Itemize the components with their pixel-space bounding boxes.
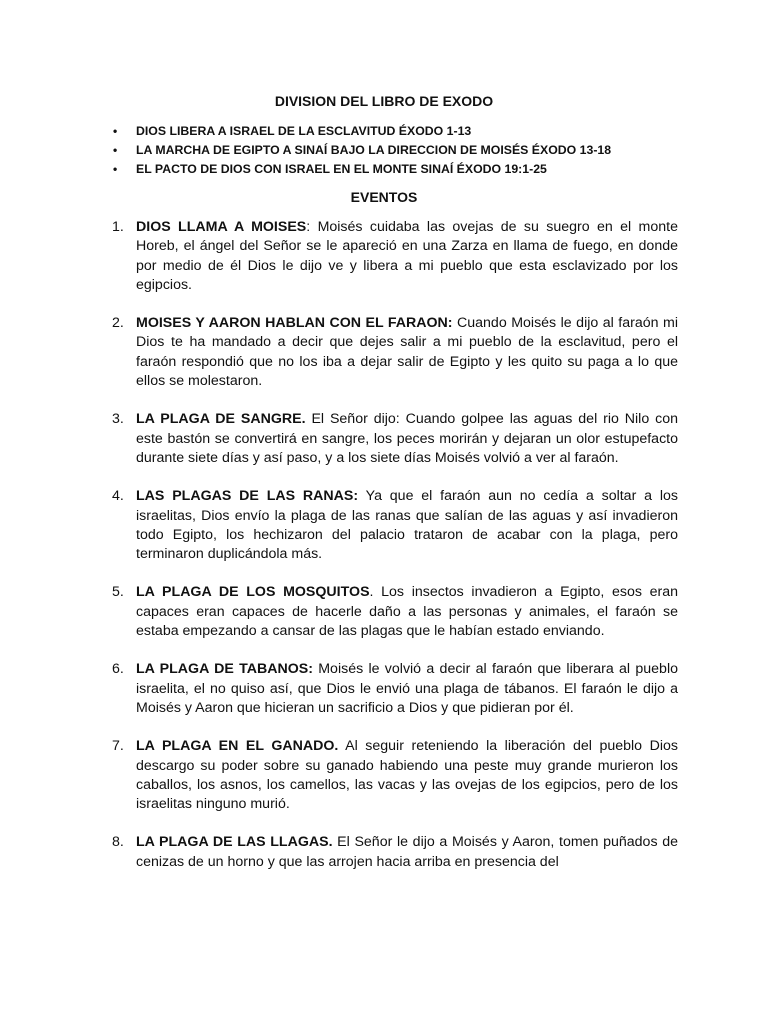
- event-item: [112, 487, 678, 564]
- event-text: . Los insectos invadieron a Egipto, esos eran capaces eran capaces de hacerle daño a las personas y animales, el faraón se estaba empezando a cansar de las plagas que le habían estado enviando.: [136, 584, 678, 640]
- division-item-text: LA MARCHA DE EGIPTO A SINAÍ BAJO LA DIRECCION DE MOISÉS ÉXODO 13-18: [136, 143, 612, 157]
- event-number: 4.: [112, 488, 124, 505]
- event-text: Moisés le volvió a decir al faraón que liberara al pueblo israelita, el no quiso así, que Dios le envió una plaga de tábanos. El faraón le dijo a Moisés y Aaron que hicieran un sacrificio a Dios y que pidieran por él.: [136, 661, 678, 716]
- event-heading: LA PLAGA EN EL GANADO.: [136, 738, 339, 755]
- section-heading: EVENTOS: [350, 189, 418, 205]
- event-item: [112, 583, 678, 641]
- event-number: 6.: [112, 661, 124, 678]
- event-item: [112, 218, 678, 295]
- bullet-icon: •: [113, 162, 118, 176]
- event-heading: DIOS LLAMA A MOISES: [136, 219, 307, 235]
- event-item: [112, 737, 678, 814]
- bullet-icon: •: [113, 143, 118, 157]
- event-text: Ya que el faraón aun no cedía a soltar a los israelitas, Dios envío la plaga de las ranas que salían de las aguas y así invadieron todo Egipto, los hechizaron del palacio trataron de acabar con la plaga, pero terminaron duplicándola más.: [136, 488, 678, 563]
- event-heading: LA PLAGA DE SANGRE.: [136, 411, 306, 428]
- events-list: [112, 218, 678, 891]
- event-text: El Señor dijo: Cuando golpee las aguas del rio Nilo con este bastón se convertirá en sangre, los peces morirán y dejaran un olor estupefacto durante siete días y así paso, y a los siete días Moisés volvió a ver al faraón.: [136, 411, 678, 466]
- event-item: [112, 410, 678, 468]
- event-number: 5.: [112, 584, 124, 601]
- bullet-icon: •: [113, 124, 118, 138]
- event-heading: MOISES Y AARON HABLAN CON EL FARAON:: [136, 315, 453, 332]
- event-number: 2.: [112, 315, 124, 332]
- event-heading: LA PLAGA DE LAS LLAGAS.: [136, 834, 333, 851]
- event-heading: LAS PLAGAS DE LAS RANAS:: [136, 488, 359, 505]
- event-number: 8.: [112, 834, 124, 851]
- event-item: [112, 660, 678, 718]
- event-text: Cuando Moisés le dijo al faraón mi Dios te ha mandado a decir que dejes salir a mi pueblo de la esclavitud, pero el faraón respondió que no los iba a dejar salir de Egipto y les quito su paga a lo que ellos se molestaron.: [136, 315, 678, 390]
- event-text: Al seguir reteniendo la liberación del pueblo Dios descargo su poder sobre su ganado habiendo una peste muy grande murieron los caballos, los asnos, los camellos, las vacas y las ovejas de los egipcios, pero de los israelitas ninguno murió.: [136, 738, 679, 813]
- division-list: [113, 122, 713, 179]
- event-item: [112, 833, 678, 872]
- division-item: [113, 122, 713, 141]
- division-item: [113, 160, 713, 179]
- event-number: 3.: [112, 411, 124, 428]
- event-number: 7.: [112, 738, 124, 755]
- division-item: [113, 141, 713, 160]
- document-title: DIVISION DEL LIBRO DE EXODO: [274, 93, 494, 109]
- event-heading: LA PLAGA DE LOS MOSQUITOS: [136, 584, 370, 601]
- division-item-text: DIOS LIBERA A ISRAEL DE LA ESCLAVITUD ÉXODO 1-13: [136, 124, 472, 138]
- event-heading: LA PLAGA DE TABANOS:: [136, 661, 313, 678]
- event-number: 1.: [112, 219, 124, 235]
- event-text: : Moisés cuidaba las ovejas de su suegro en el monte Horeb, el ángel del Señor se le apareció en una Zarza en llama de fuego, en donde por medio de él Dios le dijo ve y libera a mi pueblo que esta esclavizado por los egipcios.: [136, 219, 678, 293]
- division-item-text: EL PACTO DE DIOS CON ISRAEL EN EL MONTE SINAÍ ÉXODO 19:1-25: [136, 162, 547, 176]
- event-text: El Señor le dijo a Moisés y Aaron, tomen puñados de cenizas de un horno y que las arrojen hacia arriba en presencia del: [136, 834, 678, 870]
- event-item: [112, 314, 678, 391]
